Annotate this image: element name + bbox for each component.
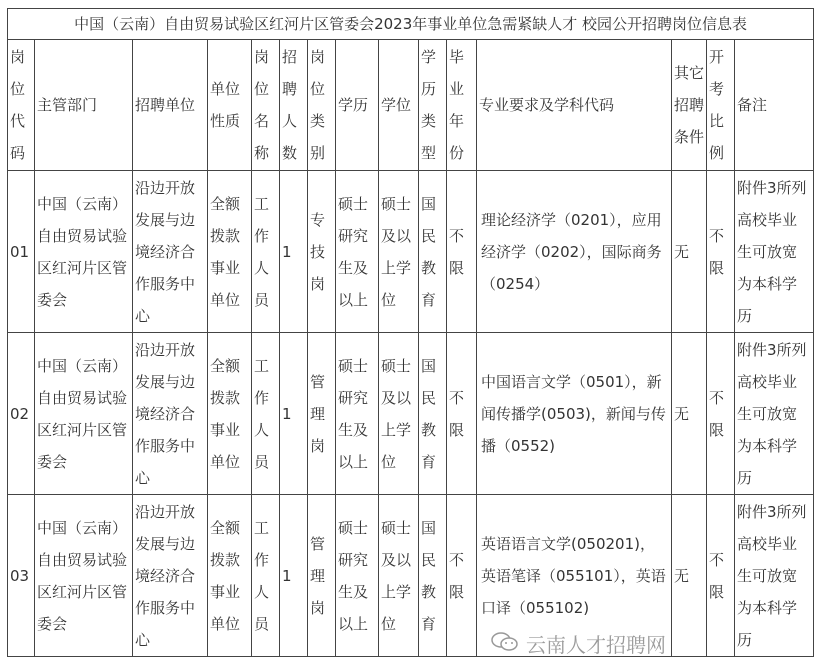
- table-cell: 国民教育: [419, 333, 447, 495]
- table-cell: 理论经济学（0201），应用经济学（0202），国际商务（0254）: [477, 171, 672, 333]
- table-cell: 管理岗: [308, 495, 336, 657]
- column-header: 备注: [735, 40, 814, 171]
- table-cell: 工作人员: [252, 171, 280, 333]
- table-cell: 1: [280, 333, 308, 495]
- column-header: 主管部门: [35, 40, 133, 171]
- table-row: [8, 333, 814, 495]
- table-cell: 不限: [707, 495, 735, 657]
- table-cell: 附件3所列高校毕业生可放宽为本科学历: [735, 495, 814, 657]
- column-header: 专业要求及学科代码: [477, 40, 672, 171]
- table-cell: 无: [672, 333, 707, 495]
- table-cell: 附件3所列高校毕业生可放宽为本科学历: [735, 333, 814, 495]
- table-cell: 硕士研究生及以上: [336, 171, 379, 333]
- table-cell: 不限: [447, 495, 477, 657]
- table-row: [8, 171, 814, 333]
- column-header: 单位性质: [208, 40, 252, 171]
- table-cell: 硕士研究生及以上: [336, 333, 379, 495]
- table-cell: 沿边开放发展与边境经济合作服务中心: [133, 495, 208, 657]
- table-cell: 不限: [707, 333, 735, 495]
- column-header: 学历类型: [419, 40, 447, 171]
- column-header: 岗位名称: [252, 40, 280, 171]
- table-cell: 1: [280, 171, 308, 333]
- table-cell: 工作人员: [252, 495, 280, 657]
- column-header: 岗位代码: [8, 40, 35, 171]
- table-cell: 全额拨款事业单位: [208, 171, 252, 333]
- table-cell: 硕士研究生及以上: [336, 495, 379, 657]
- table-cell: 工作人员: [252, 333, 280, 495]
- watermark-text: 云南人才招聘网: [526, 632, 666, 657]
- table-cell: 01: [8, 171, 35, 333]
- table-cell: 无: [672, 495, 707, 657]
- column-header: 毕业年份: [447, 40, 477, 171]
- recruitment-table: [7, 8, 814, 657]
- table-cell: 不限: [447, 171, 477, 333]
- table-cell: 1: [280, 495, 308, 657]
- table-cell: 不限: [707, 171, 735, 333]
- table-cell: 附件3所列高校毕业生可放宽为本科学历: [735, 171, 814, 333]
- table-title: 中国（云南）自由贸易试验区红河片区管委会2023年事业单位急需紧缺人才 校园公开招聘岗位信息表: [8, 9, 814, 40]
- table-row: [8, 495, 814, 657]
- table-cell: 国民教育: [419, 171, 447, 333]
- table-cell: 国民教育: [419, 495, 447, 657]
- column-header: 学位: [379, 40, 419, 171]
- column-header: 开考比例: [707, 40, 735, 171]
- wechat-icon: [490, 630, 520, 659]
- table-cell: 中国（云南）自由贸易试验区红河片区管委会: [35, 495, 133, 657]
- table-cell: 英语语言文学(050201)，英语笔译（055101），英语口译（055102): [477, 495, 672, 657]
- column-header: 招聘单位: [133, 40, 208, 171]
- table-cell: 中国语言文学（0501），新闻传播学(0503)，新闻与传播（0552): [477, 333, 672, 495]
- table-cell: 硕士及以上学位: [379, 495, 419, 657]
- table-cell: 全额拨款事业单位: [208, 495, 252, 657]
- table-cell: 沿边开放发展与边境经济合作服务中心: [133, 171, 208, 333]
- watermark: [490, 630, 666, 659]
- table-cell: 管理岗: [308, 333, 336, 495]
- table-cell: 03: [8, 495, 35, 657]
- table-cell: 专技岗: [308, 171, 336, 333]
- table-cell: 沿边开放发展与边境经济合作服务中心: [133, 333, 208, 495]
- table-cell: 全额拨款事业单位: [208, 333, 252, 495]
- table-cell: 02: [8, 333, 35, 495]
- table-cell: 硕士及以上学位: [379, 333, 419, 495]
- table-cell: 无: [672, 171, 707, 333]
- column-header: 其它招聘条件: [672, 40, 707, 171]
- table-cell: 不限: [447, 333, 477, 495]
- header-row: [8, 40, 814, 171]
- table-cell: 中国（云南）自由贸易试验区红河片区管委会: [35, 333, 133, 495]
- column-header: 招聘人数: [280, 40, 308, 171]
- table-cell: 中国（云南）自由贸易试验区红河片区管委会: [35, 171, 133, 333]
- column-header: 岗位类别: [308, 40, 336, 171]
- column-header: 学历: [336, 40, 379, 171]
- table-cell: 硕士及以上学位: [379, 171, 419, 333]
